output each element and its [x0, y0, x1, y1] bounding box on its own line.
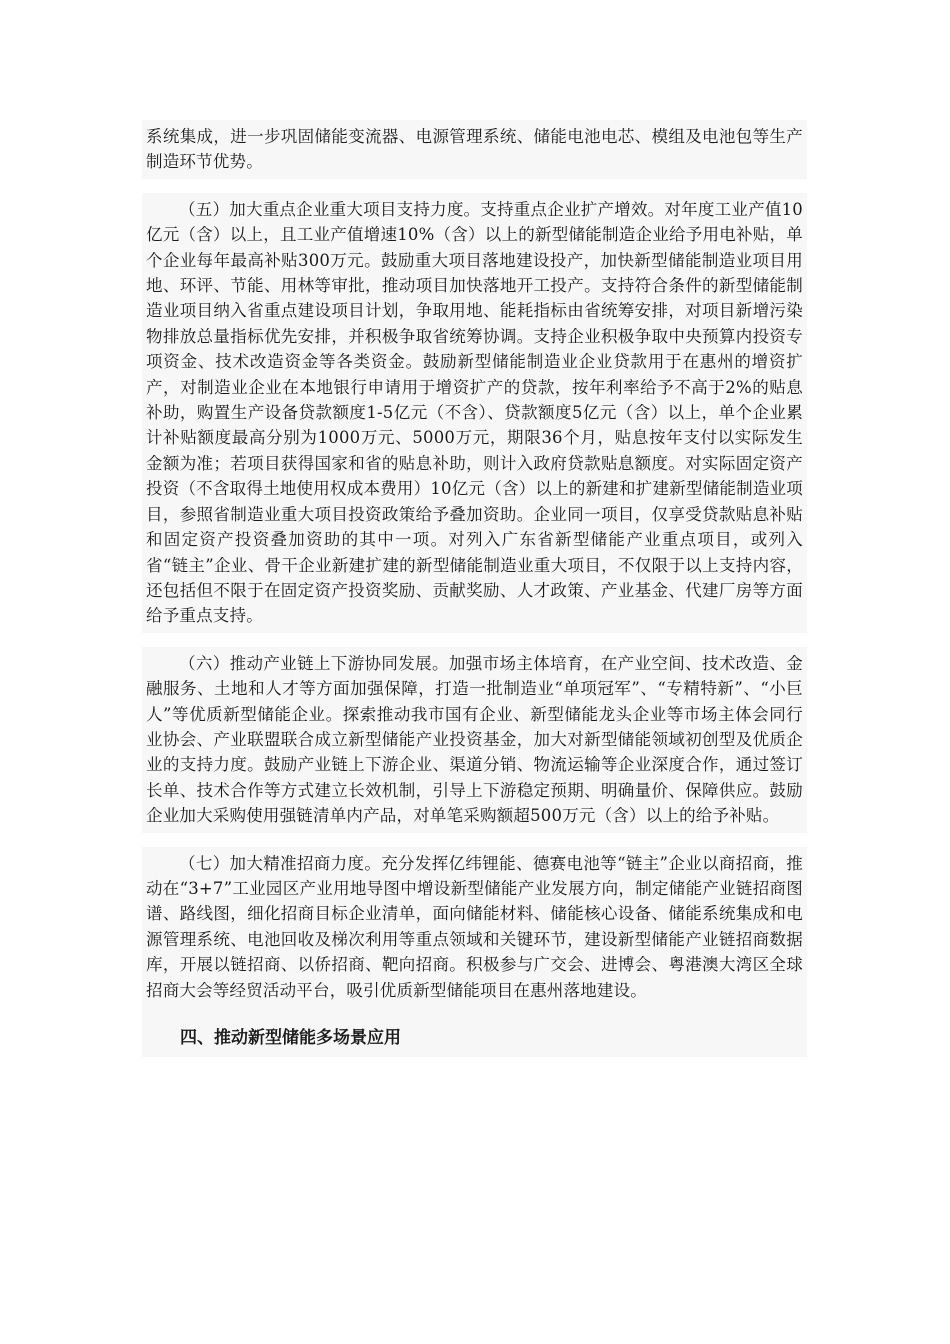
paragraph-gap [142, 633, 807, 647]
paragraph-section-5: （五）加大重点企业重大项目支持力度。支持重点企业扩产增效。对年度工业产值10亿元（含）以上，且工业产值增速10%（含）以上的新型储能制造企业给予用电补贴，单个企业每年最高补贴300万元。鼓励重大项目落地建设投产，加快新型储能制造业项目用地、环评、节能、用林等审批，推动项目加快落地开工投产。支持符合条件的新型储能制造业项目纳入省重点建设项目计划，争取用地、能耗指标由省统筹安排，对项目新增污染物排放总量指标优先安排，并积极争取省统筹协调。支持企业积极争取中央预算内投资专项资金、技术改造资金等各类资金。鼓励新型储能制造业企业贷款用于在惠州的增资扩产，对制造业企业在本地银行申请用于增资扩产的贷款，按年利率给予不高于2%的贴息补助，购置生产设备贷款额度1-5亿元（不含）、贷款额度5亿元（含）以上，单个企业累计补贴额度最高分别为1000万元、5000万元，期限36个月，贴息按年支付以实际发生金额为准；若项目获得国家和省的贴息补助，则计入政府贷款贴息额度。对实际固定资产投资（不含取得土地使用权成本费用）10亿元（含）以上的新建和扩建新型储能制造业项目，参照省制造业重大项目投资政策给予叠加资助。企业同一项目，仅享受贷款贴息补贴和固定资产投资叠加资助的其中一项。对列入广东省新型储能产业重点项目，或列入省“链主”企业、骨干企业新建扩建的新型储能制造业重大项目，不仅限于以上支持内容，还包括但不限于在固定资产投资奖励、贡献奖励、人才政策、产业基金、代建厂房等方面给予重点支持。 [146, 199, 803, 626]
paragraph-gap [142, 179, 807, 193]
paragraph-section-7: （七）加大精准招商力度。充分发挥亿纬锂能、德赛电池等“链主”企业以商招商，推动在“3+7”工业园区产业用地导图中增设新型储能产业发展方向，制定储能产业链招商图谱、路线图，细化招商目标企业清单，面向储能材料、储能核心设备、储能系统集成和电源管理系统、电池回收及梯次利用等重点领域和关键环节，建设新型储能产业链招商数据库，开展以链招商、以侨招商、靶向招商。积极参与广交会、进博会、粤港澳大湾区全球招商大会等经贸活动平台，吸引优质新型储能项目在惠州落地建设。 [146, 853, 803, 1000]
section-heading: 四、推动新型储能多场景应用 [180, 1028, 401, 1048]
paragraph-section-6: （六）推动产业链上下游协同发展。加强市场主体培育，在产业空间、技术改造、金融服务、土地和人才等方面加强保障，打造一批制造业“单项冠军”、“专精特新”、“小巨人”等优质新型储能企业。探索推动我市国有企业、新型储能龙头企业等市场主体会同行业协会、产业联盟联合成立新型储能产业投资基金，加大对新型储能领域初创型及优质企业的支持力度。鼓励产业链上下游企业、渠道分销、物流运输等企业深度合作，通过签订长单、技术合作等方式建立长效机制，引导上下游稳定预期、明确量价、保障供应。鼓励企业加大采购使用强链清单内产品，对单笔采购额超500万元（含）以上的给予补贴。 [146, 653, 803, 826]
paragraph-gap [142, 1007, 807, 1021]
paragraph-gap [142, 833, 807, 847]
paragraph-continuation: 系统集成，进一步巩固储能变流器、电源管理系统、储能电池电芯、模组及电池包等生产制造环节优势。 [146, 127, 803, 172]
document-body [142, 120, 807, 1057]
